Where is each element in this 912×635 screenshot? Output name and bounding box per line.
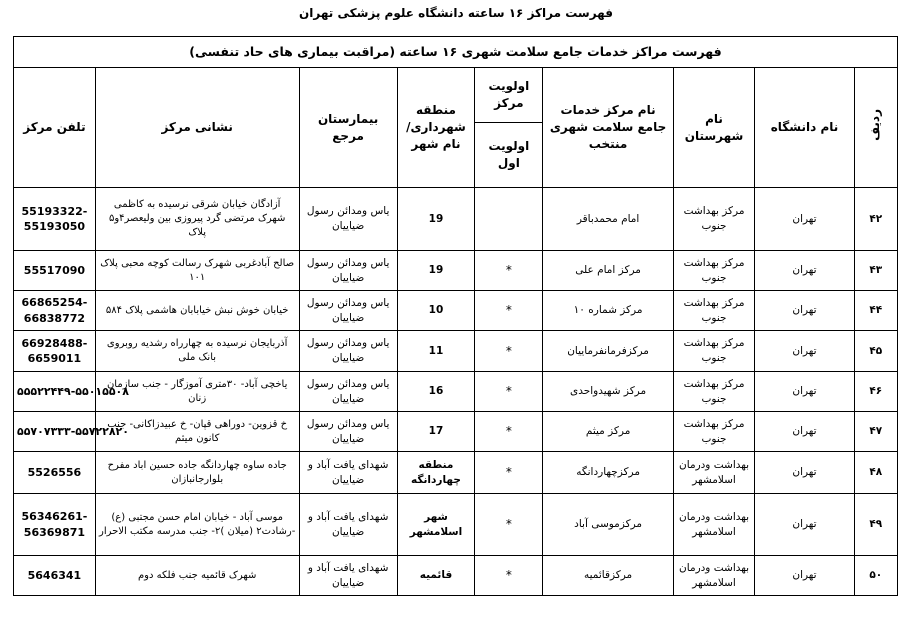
cell-county: مرکز بهداشت جنوب (673, 412, 755, 452)
cell-address: یاخچی آباد- ۳۰متری آموزگار - جنب سازمان زنان (95, 372, 299, 412)
cell-center-name: مرکز شهیدواحدی (543, 372, 673, 412)
table-body (14, 188, 898, 596)
table-row (14, 291, 898, 331)
cell-district: شهر اسلامشهر (397, 494, 475, 556)
cell-center-name: مرکزقائمیه (543, 556, 673, 596)
cell-row-number: ۴۵ (854, 331, 897, 372)
cell-county: مرکز بهداشت جنوب (673, 372, 755, 412)
cell-hospital: شهدای یافت آباد و ضیاییان (299, 494, 397, 556)
cell-district: 16 (397, 372, 475, 412)
cell-hospital: یاس ومدائن رسول ضیاییان (299, 188, 397, 251)
cell-phone: 66928488-6659011 (14, 331, 96, 372)
cell-row-number: ۵۰ (854, 556, 897, 596)
cell-phone: 55193322-55193050 (14, 188, 96, 251)
cell-priority: * (475, 412, 543, 452)
cell-hospital: یاس ومدائن رسول ضیاییان (299, 291, 397, 331)
centers-table (13, 36, 898, 596)
cell-row-number: ۴۹ (854, 494, 897, 556)
page-title: فهرست مراکز ۱۶ ساعته دانشگاه علوم پزشکی تهران (299, 6, 613, 20)
cell-district: 19 (397, 188, 475, 251)
cell-address: جاده ساوه چهاردانگه جاده حسین اباد مفرح بلوارجانبازان (95, 452, 299, 494)
cell-hospital: یاس ومدائن رسول ضیاییان (299, 412, 397, 452)
cell-phone: 5526556 (14, 452, 96, 494)
table-row (14, 251, 898, 291)
cell-university: تهران (755, 372, 854, 412)
cell-phone: ۵۵۵۲۲۴۴۹-۵۵۰۱۵۵۰۸ (14, 372, 96, 412)
cell-row-number: ۴۳ (854, 251, 897, 291)
cell-district: 17 (397, 412, 475, 452)
header-county: نام شهرستان (673, 68, 755, 188)
header-row-number: ردیف (854, 68, 897, 188)
cell-center-name: مرکز شماره ۱۰ (543, 291, 673, 331)
cell-district: قائمیه (397, 556, 475, 596)
cell-county: مرکز بهداشت جنوب (673, 291, 755, 331)
cell-district: منطقه چهاردانگه (397, 452, 475, 494)
cell-phone: ۵۵۷۰۷۳۳۳-۵۵۷۲۲۸۲۰ (14, 412, 96, 452)
cell-priority: * (475, 291, 543, 331)
table-row (14, 331, 898, 372)
table-row (14, 494, 898, 556)
cell-row-number: ۴۴ (854, 291, 897, 331)
cell-address: خیابان خوش نبش خیابابان هاشمی پلاک ۵۸۴ (95, 291, 299, 331)
cell-county: بهداشت ودرمان اسلامشهر (673, 494, 755, 556)
header-district: منطقه شهرداری/ نام شهر (397, 68, 475, 188)
cell-hospital: یاس ومدائن رسول ضیاییان (299, 331, 397, 372)
cell-row-number: ۴۸ (854, 452, 897, 494)
header-phone: تلفن مرکز (14, 68, 96, 188)
cell-university: تهران (755, 251, 854, 291)
cell-priority: * (475, 372, 543, 412)
table-row (14, 372, 898, 412)
cell-hospital: شهدای یافت آباد و ضیاییان (299, 556, 397, 596)
cell-county: بهداشت ودرمان اسلامشهر (673, 556, 755, 596)
header-address: نشانی مرکز (95, 68, 299, 188)
cell-address: صالح آبادغربی شهرک رسالت کوچه محبی پلاک ۱۰۱ (95, 251, 299, 291)
cell-county: مرکز بهداشت جنوب (673, 251, 755, 291)
cell-priority: * (475, 251, 543, 291)
cell-priority: * (475, 452, 543, 494)
table-caption: فهرست مراکز خدمات جامع سلامت شهری ۱۶ ساعته (مراقبت بیماری های حاد تنفسی) (14, 37, 898, 68)
cell-address: آزادگان خیابان شرقی نرسیده به کاظمی شهرک مرتضی گرد پیروزی بین ولیعصر۴و۵ پلاک (95, 188, 299, 251)
cell-district: 11 (397, 331, 475, 372)
cell-county: مرکز بهداشت جنوب (673, 188, 755, 251)
cell-row-number: ۴۷ (854, 412, 897, 452)
cell-university: تهران (755, 556, 854, 596)
cell-address: آذربایجان نرسیده به چهارراه رشدیه روبروی بانک ملی (95, 331, 299, 372)
cell-university: تهران (755, 494, 854, 556)
header-center-name: نام مرکز خدمات جامع سلامت شهری منتخب (543, 68, 673, 188)
cell-priority: * (475, 331, 543, 372)
cell-university: تهران (755, 331, 854, 372)
cell-university: تهران (755, 412, 854, 452)
cell-address: موسی آباد - خیابان امام حسن مجتبی (ع) -رشادت۲ (میلان )۲- جنب مدرسه مکتب الاحرار (95, 494, 299, 556)
cell-address: شهرک قائمیه جنب فلکه دوم (95, 556, 299, 596)
cell-phone: 66865254-66838772 (14, 291, 96, 331)
cell-priority (475, 188, 543, 251)
header-priority-first: اولویت اول (475, 123, 543, 188)
table-row (14, 412, 898, 452)
cell-university: تهران (755, 188, 854, 251)
cell-priority: * (475, 494, 543, 556)
header-hospital: بیمارستان مرجع (299, 68, 397, 188)
cell-hospital: شهدای یافت آباد و ضیاییان (299, 452, 397, 494)
cell-university: تهران (755, 452, 854, 494)
cell-hospital: یاس ومدائن رسول ضیاییان (299, 372, 397, 412)
cell-county: بهداشت ودرمان اسلامشهر (673, 452, 755, 494)
cell-row-number: ۴۲ (854, 188, 897, 251)
table-row (14, 452, 898, 494)
header-university: نام دانشگاه (755, 68, 854, 188)
cell-center-name: مرکزموسی آباد (543, 494, 673, 556)
cell-phone: 56346261-56369871 (14, 494, 96, 556)
cell-center-name: مرکزفرمانفرماییان (543, 331, 673, 372)
cell-center-name: مرکزچهاردانگه (543, 452, 673, 494)
cell-university: تهران (755, 291, 854, 331)
cell-row-number: ۴۶ (854, 372, 897, 412)
cell-center-name: مرکز امام علی (543, 251, 673, 291)
cell-phone: 5646341 (14, 556, 96, 596)
cell-priority: * (475, 556, 543, 596)
cell-center-name: امام محمدباقر (543, 188, 673, 251)
cell-hospital: یاس ومدائن رسول ضیاییان (299, 251, 397, 291)
cell-district: 10 (397, 291, 475, 331)
cell-center-name: مرکز میثم (543, 412, 673, 452)
cell-phone: 55517090 (14, 251, 96, 291)
cell-district: 19 (397, 251, 475, 291)
table-row (14, 556, 898, 596)
cell-address: خ قزوین- دوراهی قپان- خ عبیدزاکانی- جنب کانون میثم (95, 412, 299, 452)
table-row (14, 188, 898, 251)
header-priority-center: اولویت مرکز (475, 68, 543, 123)
cell-county: مرکز بهداشت جنوب (673, 331, 755, 372)
